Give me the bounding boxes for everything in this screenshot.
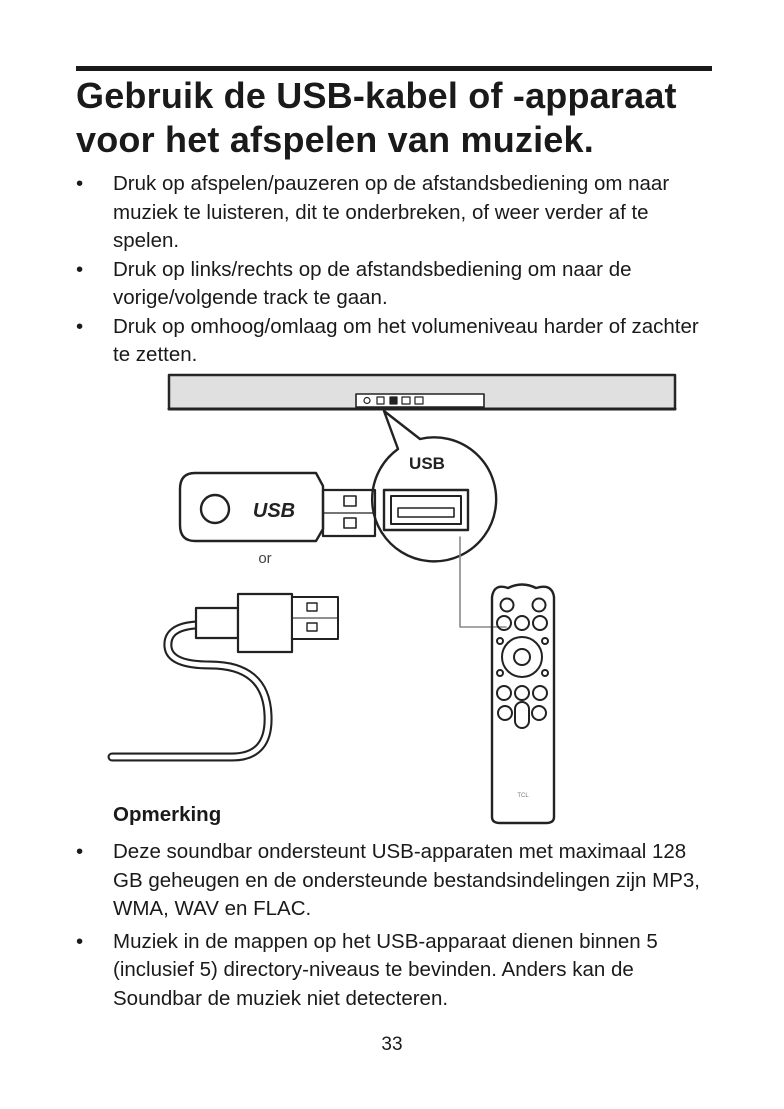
usb-stick-label: USB [252,500,296,522]
list-item [76,928,716,1014]
usb-cable-icon [112,594,338,757]
instruction-text: Druk op afspelen/pauzeren op de afstandsbediening om naar muziek te luisteren, dit te onderbreken, of weer verder af te spelen. [113,172,670,252]
bullet-icon: • [76,172,84,195]
soundbar-icon [169,375,675,409]
note-text: Muziek in de mappen op het USB-apparaat dienen binnen 5 (inclusief 5) directory-niveaus te bevinden. Anders kan de Soundbar de muziek niet detecteren. [113,929,658,1010]
bullet-icon: • [76,314,84,338]
bullet-icon: • [76,257,84,281]
note-list [76,838,716,1017]
page-number: 33 [381,1034,403,1055]
list-item [76,838,716,924]
list-item [76,256,716,313]
instruction-text: Druk op links/rechts op de afstandsbediening om naar de vorige/volgende track te gaan. [113,257,632,309]
page-title: Gebruik de USB-kabel of -apparaat voor het afspelen van muziek. [76,75,677,160]
list-item [76,313,716,370]
or-label: or [258,550,272,567]
bullet-icon: • [76,840,84,863]
usb-connection-illustration [0,365,784,835]
instruction-list [76,170,716,370]
usb-stick-icon [180,473,375,541]
note-text: Deze soundbar ondersteunt USB-apparaten met maximaal 128 GB geheugen en de ondersteunde bestandsindelingen zijn MP3, WMA, WAV en FLAC. [113,840,700,920]
usb-port-callout [372,411,496,561]
instruction-text: Druk op omhoog/omlaag om het volumeniveau harder of zachter te zetten. [113,314,699,366]
remote-brand: TCL [517,793,529,799]
list-item [76,170,716,256]
port-label: USB [409,454,445,473]
bullet-icon: • [76,929,84,953]
header-rule [76,66,712,71]
remote-control-icon [492,585,554,824]
note-heading: Opmerking [113,803,222,826]
